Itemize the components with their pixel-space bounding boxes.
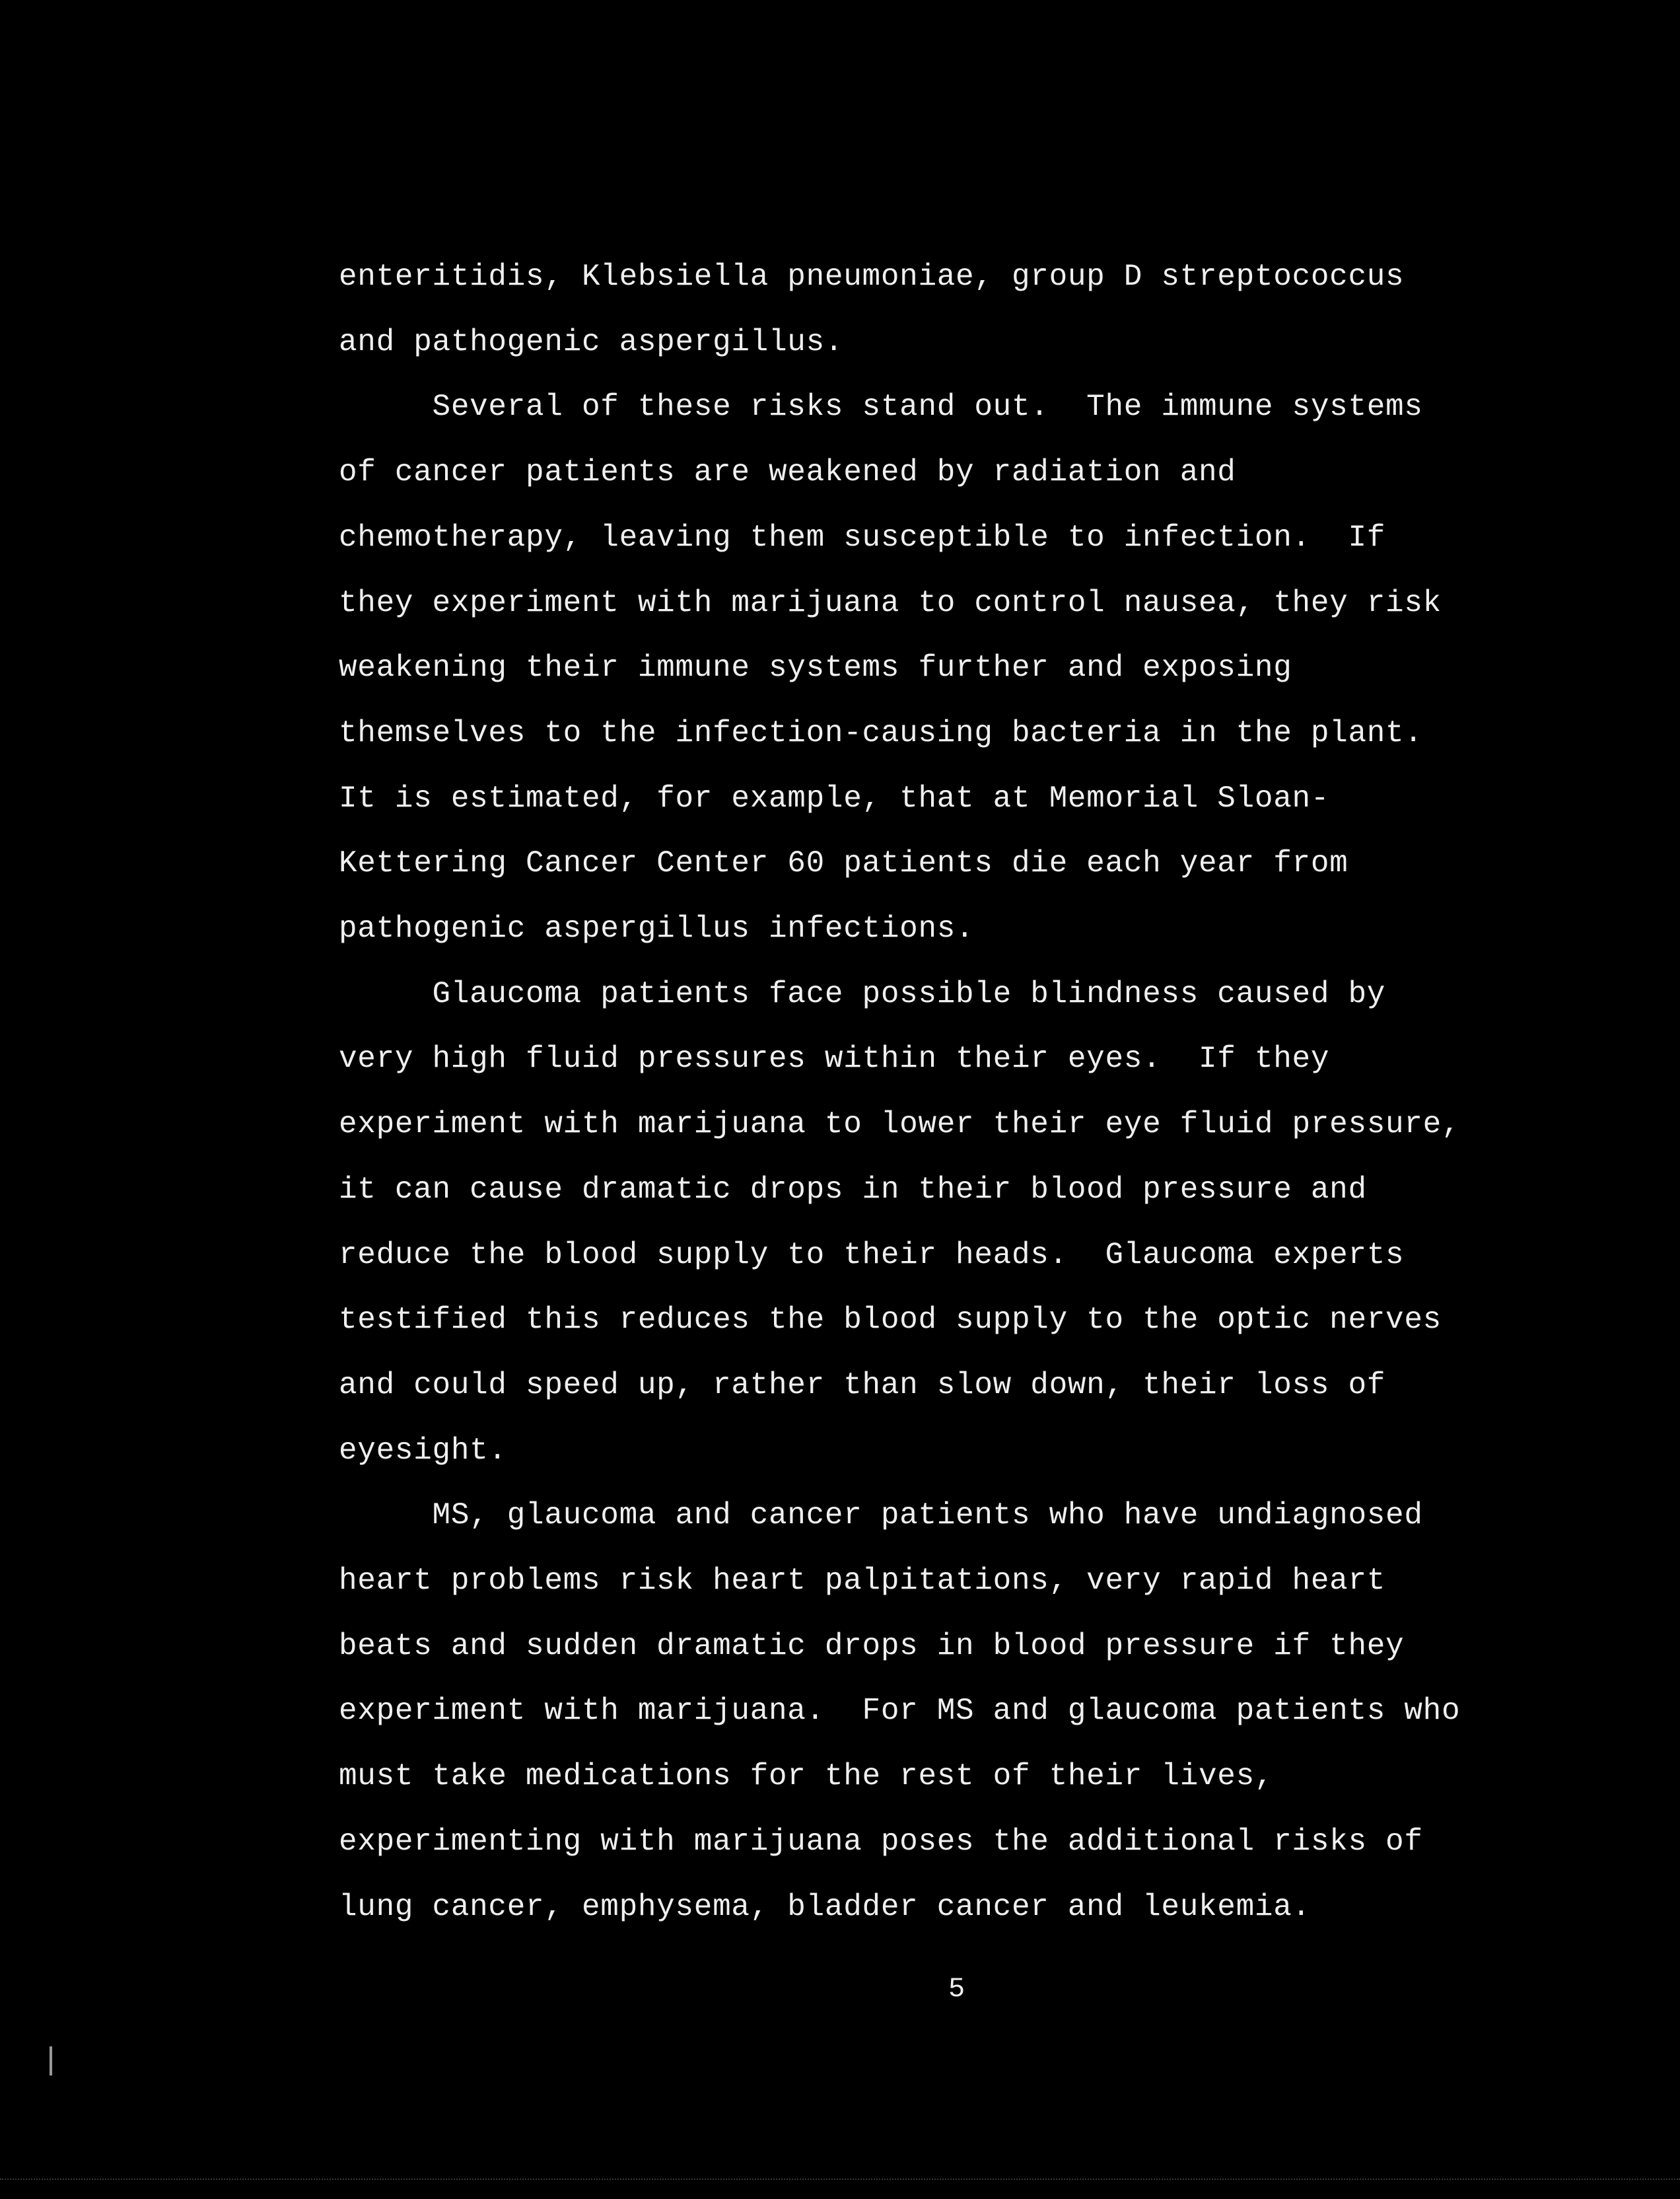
text-line: MS, glaucoma and cancer patients who have undiagnosed (339, 1498, 1423, 1533)
text-line: enteritidis, Klebsiella pneumoniae, group D streptococcus (339, 260, 1405, 294)
text-line: pathogenic aspergillus infections. (339, 912, 975, 947)
text-line: must take medications for the rest of their lives, (339, 1759, 1274, 1794)
text-line: Glaucoma patients face possible blindness caused by (339, 976, 1386, 1011)
page-number: 5 (948, 1973, 965, 2005)
text-line: they experiment with marijuana to control nausea, they risk (339, 585, 1442, 620)
text-line: chemotherapy, leaving them susceptible to infection. If (339, 520, 1386, 555)
text-line: beats and sudden dramatic drops in blood pressure if they (339, 1628, 1405, 1663)
text-line: reduce the blood supply to their heads. Glaucoma experts (339, 1237, 1405, 1272)
text-line: and pathogenic aspergillus. (339, 324, 844, 359)
text-line: It is estimated, for example, that at Memorial Sloan- (339, 781, 1330, 816)
text-line: experiment with marijuana. For MS and glaucoma patients who (339, 1694, 1461, 1729)
text-line: experiment with marijuana to lower their eye fluid pressure, (339, 1107, 1461, 1142)
scan-margin-mark (50, 2046, 52, 2075)
text-line: Several of these risks stand out. The immune systems (339, 390, 1423, 425)
text-line: themselves to the infection-causing bacteria in the plant. (339, 715, 1423, 750)
scan-bottom-border (0, 2179, 1680, 2180)
text-line: experimenting with marijuana poses the additional risks of (339, 1824, 1423, 1859)
text-line: testified this reduces the blood supply to the optic nerves (339, 1303, 1442, 1338)
text-line: it can cause dramatic drops in their blood pressure and (339, 1172, 1367, 1207)
body-text (339, 244, 1593, 1939)
text-line: and could speed up, rather than slow down, their loss of (339, 1367, 1386, 1402)
text-line: heart problems risk heart palpitations, very rapid heart (339, 1564, 1386, 1599)
text-line: very high fluid pressures within their eyes. If they (339, 1042, 1330, 1077)
text-line: eyesight. (339, 1433, 507, 1468)
text-line: lung cancer, emphysema, bladder cancer and leukemia. (339, 1889, 1311, 1924)
text-line: Kettering Cancer Center 60 patients die each year from (339, 846, 1348, 881)
text-line: of cancer patients are weakened by radiation and (339, 455, 1236, 490)
text-line: weakening their immune systems further and exposing (339, 651, 1292, 686)
